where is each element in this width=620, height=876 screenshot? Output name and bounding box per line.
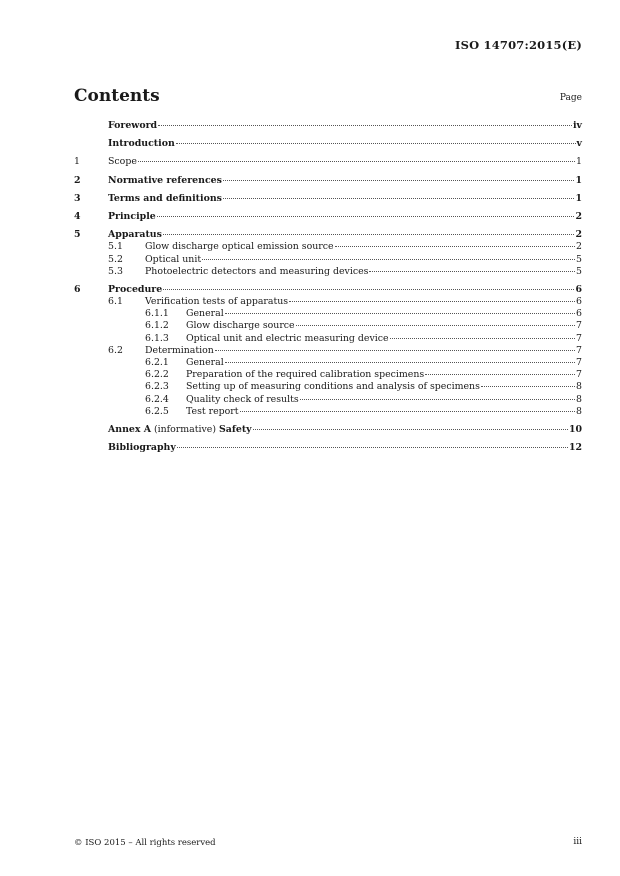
toc-entry-title	[145, 266, 368, 278]
toc-entry[interactable]	[74, 345, 582, 357]
toc-entry[interactable]	[74, 284, 582, 296]
toc-entry-page: 7	[576, 320, 582, 332]
toc-entry-title-text: Apparatus	[108, 229, 162, 241]
toc-dot-leader	[138, 160, 575, 162]
toc-entry-title	[186, 406, 239, 418]
table-of-contents	[74, 120, 582, 454]
toc-entry-page: 1	[576, 156, 582, 168]
toc-entry-title-suffix-bold: Safety	[219, 423, 252, 435]
toc-entry-page: 2	[575, 210, 582, 222]
toc-entry-page: v	[576, 138, 582, 150]
toc-entry-title-text: Photoelectric detectors and measuring devices	[145, 265, 369, 277]
toc-entry-number: 1	[74, 156, 80, 168]
toc-entry[interactable]	[74, 333, 582, 345]
toc-entry[interactable]	[74, 175, 582, 187]
toc-entry-title-text: Terms and definitions	[108, 192, 222, 204]
toc-entry-number: 6.1	[108, 296, 123, 308]
toc-entry-title-text: Test report	[186, 405, 239, 417]
page-column-label: Page	[559, 93, 582, 103]
toc-entry-title	[186, 308, 224, 320]
toc-entry[interactable]	[74, 394, 582, 406]
toc-entry[interactable]	[74, 308, 582, 320]
toc-entry-title	[145, 254, 201, 266]
toc-entry-title	[108, 193, 222, 205]
toc-entry-title-text: Setting up of measuring conditions and analysis of specimens	[186, 381, 480, 393]
toc-entry[interactable]	[74, 193, 582, 205]
toc-entry-number: 5.1	[108, 241, 123, 253]
toc-entry-page: 10	[568, 423, 582, 435]
toc-entry-title	[108, 120, 157, 132]
toc-dot-leader	[253, 428, 568, 430]
toc-entry[interactable]	[74, 120, 582, 132]
toc-dot-leader	[300, 398, 575, 400]
toc-entry-title	[108, 211, 156, 223]
toc-entry-title-text: Determination	[145, 344, 214, 356]
toc-dot-leader	[223, 179, 575, 181]
toc-entry-title-text: Bibliography	[108, 442, 176, 454]
toc-entry[interactable]	[74, 424, 582, 436]
toc-entry-page: 6	[575, 283, 582, 295]
toc-entry[interactable]	[74, 211, 582, 223]
toc-entry-title-text: Quality check of results	[186, 393, 299, 405]
toc-dot-leader	[289, 300, 575, 302]
toc-entry-number: 6.2.3	[145, 381, 169, 393]
toc-dot-leader	[163, 233, 575, 235]
toc-entry-title	[108, 175, 222, 187]
toc-entry-title-text: Principle	[108, 210, 156, 222]
toc-entry-number: 6.1.1	[145, 308, 169, 320]
toc-entry[interactable]	[74, 266, 582, 278]
toc-entry-number: 6.2	[108, 344, 123, 356]
toc-entry[interactable]	[74, 229, 582, 241]
toc-entry[interactable]	[74, 369, 582, 381]
toc-entry-number: 5.2	[108, 253, 123, 265]
toc-entry-title-text: Glow discharge source	[186, 320, 295, 332]
toc-dot-leader	[425, 373, 575, 375]
toc-dot-leader	[158, 124, 572, 126]
toc-entry-title	[186, 357, 224, 369]
toc-entry-title-text: Procedure	[108, 283, 163, 295]
toc-entry-number: 5	[74, 229, 81, 241]
toc-entry-title-text: Glow discharge optical emission source	[145, 241, 334, 253]
toc-dot-leader	[369, 270, 575, 272]
toc-entry-page: 2	[575, 229, 582, 241]
toc-entry-page: 8	[576, 393, 582, 405]
toc-dot-leader	[481, 385, 575, 387]
toc-entry-title	[145, 345, 214, 357]
toc-entry-page: 1	[575, 174, 582, 186]
toc-entry[interactable]	[74, 320, 582, 332]
toc-entry-page: 7	[576, 344, 582, 356]
toc-entry-title-text: General	[186, 308, 224, 320]
toc-entry-page: 8	[576, 381, 582, 393]
toc-entry-page: 5	[576, 253, 582, 265]
toc-entry-number: 6.1.2	[145, 320, 169, 332]
toc-dot-leader	[225, 312, 575, 314]
toc-entry-title	[108, 284, 162, 296]
toc-entry[interactable]	[74, 156, 582, 168]
toc-dot-leader	[240, 410, 575, 412]
toc-entry-title	[186, 369, 424, 381]
toc-entry-title-suffix: (informative)	[151, 423, 219, 435]
toc-dot-leader	[390, 337, 575, 339]
toc-entry-number: 6.2.5	[145, 405, 169, 417]
toc-entry-page: 6	[576, 296, 582, 308]
toc-entry[interactable]	[74, 381, 582, 393]
toc-dot-leader	[335, 245, 575, 247]
toc-entry-number: 5.3	[108, 265, 123, 277]
toc-entry-title-text: Annex A	[108, 423, 151, 435]
toc-entry-title	[145, 296, 288, 308]
toc-dot-leader	[223, 197, 575, 199]
toc-entry-number: 6.2.4	[145, 393, 169, 405]
toc-entry-title-text: Scope	[108, 156, 137, 168]
toc-entry-title-text: Optical unit	[145, 253, 202, 265]
toc-entry-page: 1	[575, 192, 582, 204]
toc-entry-page: 8	[576, 405, 582, 417]
toc-entry-title-text: Normative references	[108, 174, 222, 186]
toc-entry-number: 3	[74, 192, 81, 204]
toc-entry-title-text: Introduction	[108, 138, 175, 150]
toc-entry-page: 12	[568, 442, 582, 454]
toc-entry-page: 5	[576, 265, 582, 277]
toc-entry-title-text: Verification tests of apparatus	[145, 296, 289, 308]
copyright-notice: © ISO 2015 – All rights reserved	[74, 838, 216, 848]
toc-entry-page: 6	[576, 308, 582, 320]
toc-dot-leader	[177, 446, 568, 448]
page-number: iii	[573, 837, 582, 847]
toc-entry[interactable]	[74, 138, 582, 150]
toc-dot-leader	[296, 324, 575, 326]
toc-dot-leader	[215, 349, 575, 351]
toc-entry-title	[186, 394, 299, 406]
toc-entry-title	[186, 320, 295, 332]
toc-entry-title	[108, 138, 175, 150]
toc-entry[interactable]	[74, 296, 582, 308]
toc-entry-title	[108, 156, 137, 168]
toc-dot-leader	[176, 142, 576, 144]
toc-entry-title	[108, 424, 252, 436]
toc-entry-title	[145, 241, 334, 253]
toc-entry-page: 7	[576, 332, 582, 344]
toc-entry-page: iv	[572, 120, 582, 131]
toc-entry[interactable]	[74, 241, 582, 253]
toc-entry-number: 6	[74, 283, 81, 295]
toc-entry-title	[108, 229, 162, 241]
toc-entry-page: 7	[576, 357, 582, 368]
toc-entry-number: 6.2.1	[145, 357, 169, 368]
toc-entry-number: 4	[74, 210, 81, 222]
toc-entry-page: 7	[576, 369, 582, 381]
toc-dot-leader	[157, 215, 575, 217]
toc-entry-title-text: General	[186, 357, 224, 368]
toc-entry-number: 6.2.2	[145, 369, 169, 381]
toc-entry-title	[108, 442, 176, 454]
toc-entry[interactable]	[74, 357, 582, 369]
toc-entry-title-text: Optical unit and electric measuring device	[186, 332, 389, 344]
toc-entry-number: 6.1.3	[145, 332, 169, 344]
toc-dot-leader	[225, 361, 575, 363]
toc-dot-leader	[202, 258, 575, 260]
toc-entry-title-text: Foreword	[108, 120, 158, 131]
toc-dot-leader	[163, 288, 574, 290]
document-id: ISO 14707:2015(E)	[454, 38, 582, 52]
toc-entry[interactable]	[74, 254, 582, 266]
toc-entry-page: 2	[576, 241, 582, 253]
toc-entry-title	[186, 333, 389, 345]
page-title: Contents	[74, 86, 160, 106]
toc-entry-title-text: Preparation of the required calibration specimens	[186, 369, 425, 381]
toc-entry-title	[186, 381, 480, 393]
toc-entry[interactable]	[74, 406, 582, 418]
toc-entry-number: 2	[74, 174, 81, 186]
toc-entry[interactable]	[74, 442, 582, 454]
